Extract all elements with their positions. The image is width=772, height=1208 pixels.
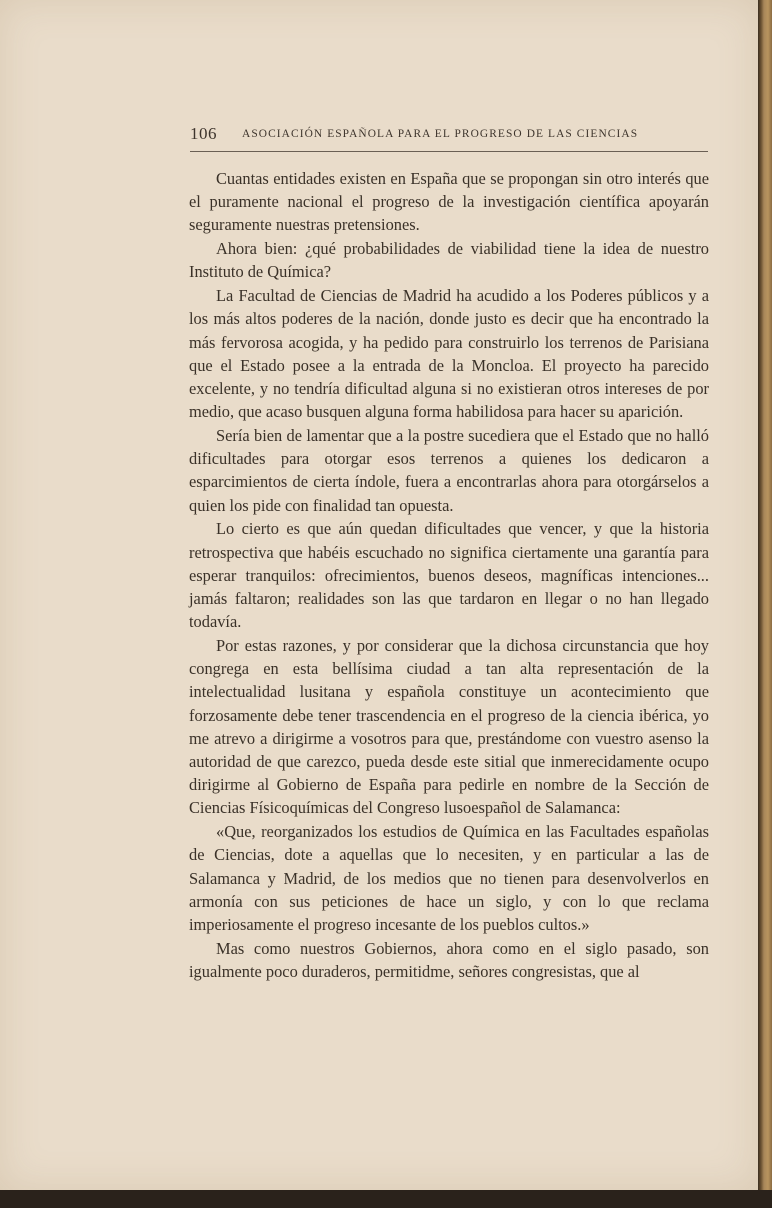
paragraph: Cuantas entidades existen en España que se propongan sin otro interés que el puramente nacional el progreso de la investigación científica apoyarán seguramente nuestras pretensiones. xyxy=(189,169,709,235)
paragraph: Sería bien de lamentar que a la postre sucediera que el Estado que no halló dificultades para otorgar esos terrenos a quienes los dedicaron a esparcimientos de cierta índole, fuera a encontrarlas ahora para otorgárselos a quien los pide con finalidad tan opuesta. xyxy=(189,426,709,515)
body-text xyxy=(189,167,709,983)
paragraph: «Que, reorganizados los estudios de Química en las Facultades españolas de Ciencias, dote a aquellas que lo necesiten, y en particular a las de Salamanca y Madrid, de los medios que no tienen para desenvolverlos en armonía con sus peticiones de hace un siglo, y con lo que reclama imperiosamente el progreso incesante de los pueblos cultos.» xyxy=(189,822,709,935)
paragraph: Por estas razones, y por considerar que la dichosa circunstancia que hoy congrega en esta bellísima ciudad a tan alta representación de la intelectualidad lusitana y española constituye un acontecimiento que forzosamente debe tener trascendencia en el progreso de la ciencia ibérica, yo me atrevo a dirigirme a vosotros para que, prestándome con vuestro asenso la autoridad de que carezco, pueda desde este sitial que inmerecidamente ocupo dirigirme al Gobierno de España para pedirle en nombre de la Sección de Ciencias Físicoquímicas del Congreso lusoespañol de Salamanca: xyxy=(189,636,709,818)
page-header xyxy=(190,124,708,148)
page-number: 106 xyxy=(190,124,217,143)
paragraph: La Facultad de Ciencias de Madrid ha acudido a los Poderes públicos y a los más altos poderes de la nación, donde justo es decir que ha encontrado la más fervorosa acogida, y ha pedido para construirlo los terrenos de Parisiana que el Estado posee a la entrada de la Moncloa. El proyecto ha parecido excelente, y no tendría dificultad alguna si no existieran otros intereses de por medio, que acaso busquen alguna forma habilidosa para hacer su aparición. xyxy=(189,286,709,422)
running-title: ASOCIACIÓN ESPAÑOLA PARA EL PROGRESO DE LAS CIENCIAS xyxy=(242,128,639,140)
scan-background xyxy=(0,1190,772,1208)
paragraph: Mas como nuestros Gobiernos, ahora como en el siglo pasado, son igualmente poco duraderos, permitidme, señores congresistas, que al xyxy=(189,938,709,982)
paragraph: Lo cierto es que aún quedan dificultades que vencer, y que la historia retrospectiva que habéis escuchado no significa ciertamente una garantía para esperar tranquilos: ofrecimientos, buenos deseos, magníficas intenciones... jamás faltaron; realidades son las que tardaron en llegar o no han llegado todavía. xyxy=(189,519,709,632)
book-edge xyxy=(758,0,772,1208)
paragraph: Ahora bien: ¿qué probabilidades de viabilidad tiene la idea de nuestro Instituto de Química? xyxy=(189,239,709,282)
header-rule xyxy=(190,151,708,152)
